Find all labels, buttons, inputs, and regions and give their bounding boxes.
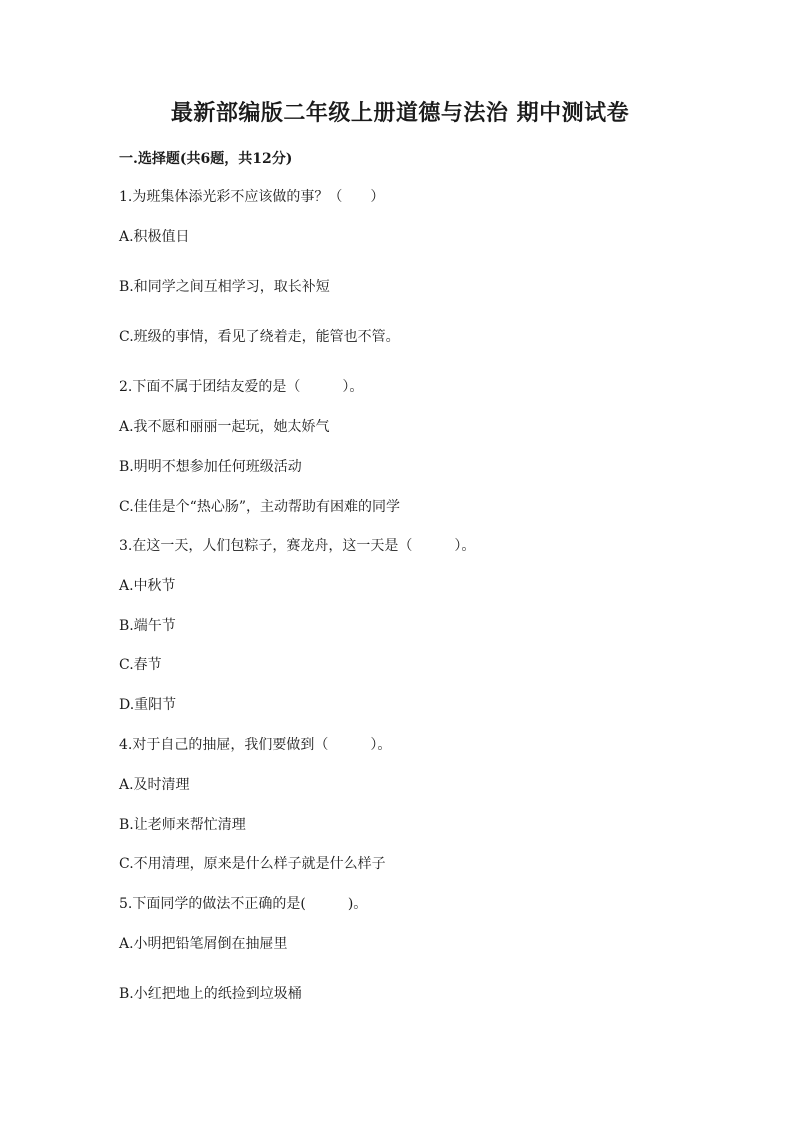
question-1-option-c: C.班级的事情，看见了绕着走，能管也不管。 bbox=[119, 329, 400, 345]
question-4-option-a: A.及时清理 bbox=[119, 777, 190, 793]
question-2-option-a: A.我不愿和丽丽一起玩，她太娇气 bbox=[119, 419, 330, 435]
question-3-stem: 3.在这一天，人们包粽子，赛龙舟，这一天是（ ）。 bbox=[119, 538, 476, 554]
question-3-option-c: C.春节 bbox=[119, 657, 162, 673]
question-4-option-c: C.不用清理，原来是什么样子就是什么样子 bbox=[119, 856, 386, 872]
question-2-option-b: B.明明不想参加任何班级活动 bbox=[119, 459, 302, 475]
question-2-option-c: C.佳佳是个“热心肠”，主动帮助有困难的同学 bbox=[119, 499, 400, 515]
question-5-option-b: B.小红把地上的纸捡到垃圾桶 bbox=[119, 986, 302, 1002]
question-1-option-a: A.积极值日 bbox=[119, 229, 190, 245]
question-3-option-b: B.端午节 bbox=[119, 618, 176, 634]
page-title: 最新部编版二年级上册道德与法治 期中测试卷 bbox=[170, 100, 630, 126]
question-3-option-a: A.中秋节 bbox=[119, 578, 176, 594]
question-1-stem: 1.为班集体添光彩不应该做的事？（ ） bbox=[119, 189, 385, 205]
question-3-option-d: D.重阳节 bbox=[119, 697, 177, 713]
question-4-stem: 4.对于自己的抽屉，我们要做到（ ）。 bbox=[119, 737, 392, 753]
question-2-stem: 2.下面不属于团结友爱的是（ ）。 bbox=[119, 379, 364, 395]
question-4-option-b: B.让老师来帮忙清理 bbox=[119, 817, 246, 833]
question-5-option-a: A.小明把铅笔屑倒在抽屉里 bbox=[119, 936, 288, 952]
question-5-stem: 5.下面同学的做法不正确的是( )。 bbox=[119, 896, 368, 912]
question-1-option-b: B.和同学之间互相学习，取长补短 bbox=[119, 279, 330, 295]
section-heading: 一.选择题(共6题，共12分) bbox=[119, 151, 293, 167]
